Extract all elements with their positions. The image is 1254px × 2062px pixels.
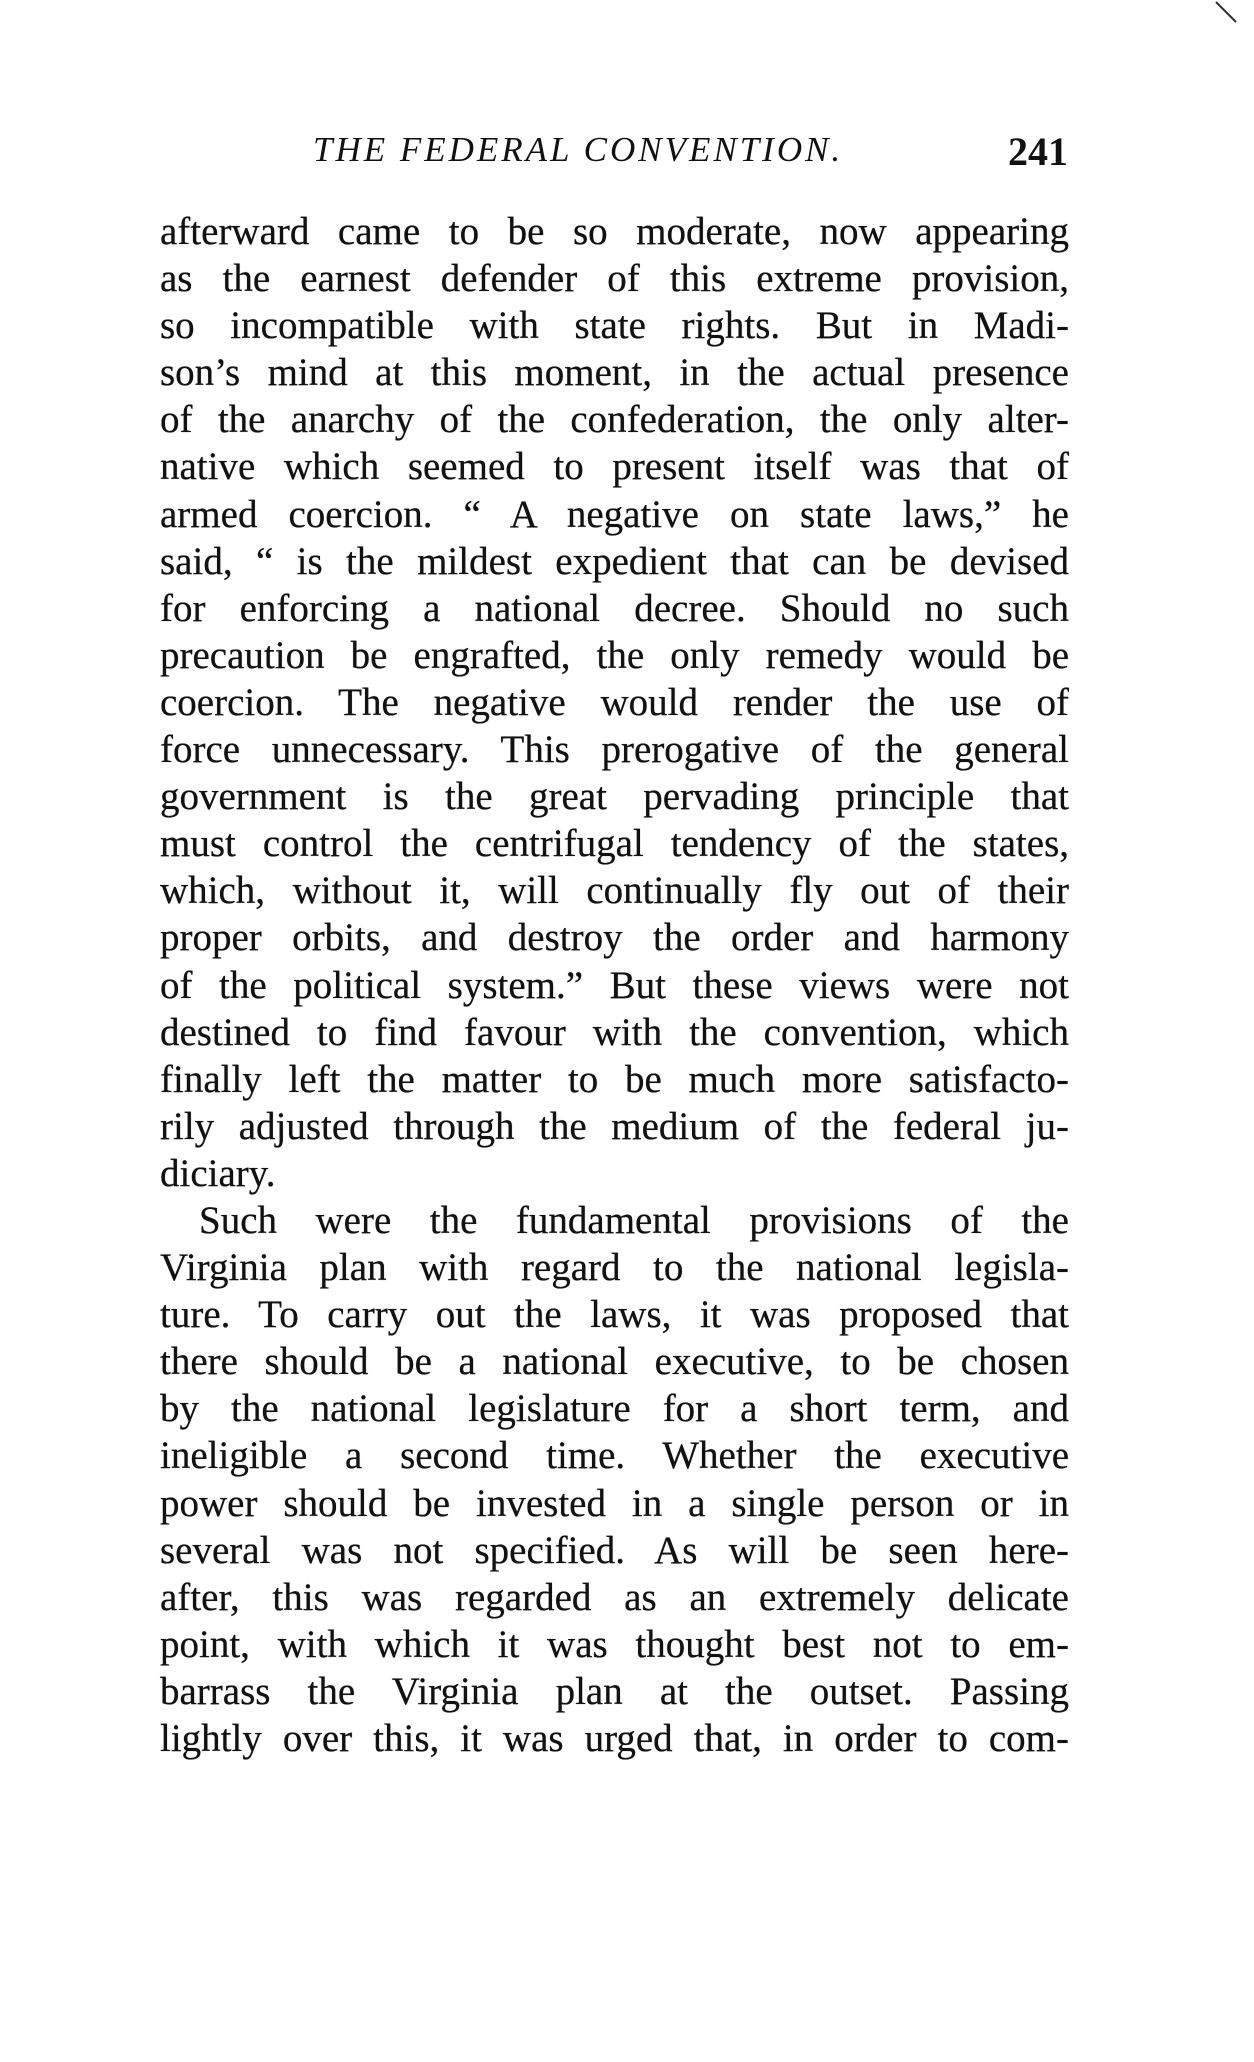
text-line: rily adjusted through the medium of the federal ju- — [160, 1104, 1069, 1148]
text-line: finally left the matter to be much more satisfacto- — [160, 1057, 1069, 1101]
text-line: for enforcing a national decree. Should no such — [160, 586, 1069, 630]
text-line: power should be invested in a single person or in — [160, 1481, 1069, 1525]
text-line: as the earnest defender of this extreme provision, — [160, 257, 1069, 301]
text-line: destined to find favour with the convention, which — [160, 1010, 1069, 1054]
text-line: ineligible a second time. Whether the executive — [160, 1434, 1069, 1478]
text-line: proper orbits, and destroy the order and harmony — [160, 916, 1069, 960]
text-line: afterward came to be so moderate, now appearing — [160, 210, 1069, 253]
text-line: government is the great pervading principle that — [160, 775, 1069, 819]
text-line: must control the centrifugal tendency of the states, — [160, 822, 1069, 866]
text-line: several was not specified. As will be seen here- — [160, 1528, 1069, 1572]
text-line: of the political system.” But these views were not — [160, 963, 1069, 1007]
text-line: armed coercion. “ A negative on state laws,” he — [160, 492, 1069, 536]
text-line: Virginia plan with regard to the national legisla- — [160, 1246, 1069, 1290]
text-line: ture. To carry out the laws, it was proposed that — [160, 1293, 1069, 1337]
text-line: said, “ is the mildest expedient that can be devised — [160, 539, 1069, 583]
page-header — [313, 130, 1068, 180]
page-number: 241 — [1008, 129, 1068, 174]
text-line: son’s mind at this moment, in the actual presence — [160, 351, 1069, 395]
text-line: precaution be engrafted, the only remedy would be — [160, 633, 1069, 677]
text-line: diciary. — [160, 1151, 276, 1195]
text-line: by the national legislature for a short term, and — [160, 1387, 1069, 1431]
text-line: barrass the Virginia plan at the outset. Passing — [160, 1669, 1069, 1713]
text-line: so incompatible with state rights. But in Madi- — [160, 304, 1069, 348]
text-line: lightly over this, it was urged that, in order to com- — [160, 1717, 1069, 1760]
text-line: Such were the fundamental provisions of the — [199, 1198, 1069, 1242]
scan-mark — [1214, 0, 1254, 30]
text-line: force unnecessary. This prerogative of the general — [160, 728, 1069, 772]
page-body — [160, 208, 1069, 1762]
text-line: point, with which it was thought best not to em- — [160, 1622, 1069, 1666]
text-line: after, this was regarded as an extremely delicate — [160, 1575, 1069, 1619]
text-line: coercion. The negative would render the use of — [160, 680, 1069, 724]
text-line: which, without it, will continually fly out of their — [160, 869, 1069, 913]
text-line: of the anarchy of the confederation, the only alter- — [160, 398, 1069, 442]
text-line: there should be a national executive, to be chosen — [160, 1340, 1069, 1384]
running-title: THE FEDERAL CONVENTION. — [313, 130, 844, 169]
text-line: native which seemed to present itself was that of — [160, 445, 1069, 489]
